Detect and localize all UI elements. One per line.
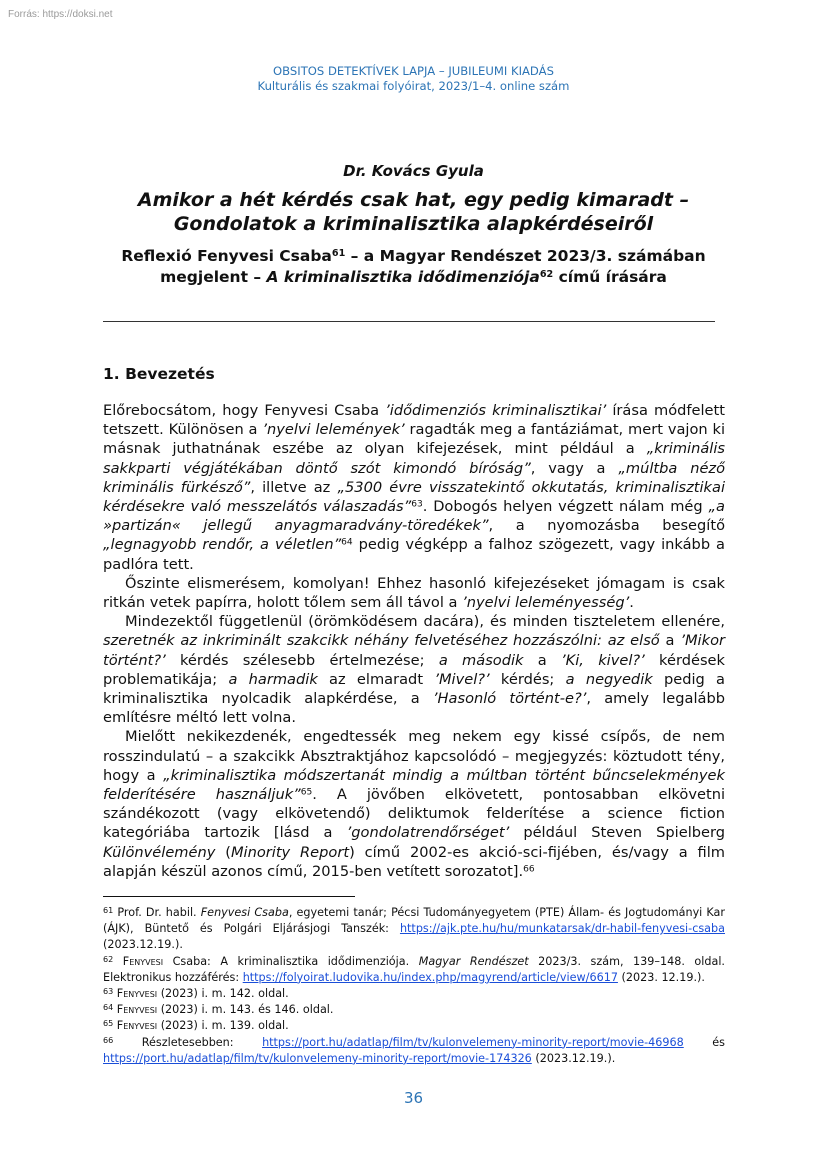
journal-subtitle: Kulturális és szakmai folyóirat, 2023/1–4. online szám (257, 79, 570, 93)
footnote-ref-62[interactable]: 62 (539, 269, 554, 281)
footnote-link[interactable]: https://port.hu/adatlap/film/tv/kulonvelemeny-minority-report/movie-46968 (262, 1035, 684, 1049)
article-subtitle (0, 246, 827, 288)
page-number: 36 (403, 1089, 424, 1107)
journal-title: OBSITOS DETEKTÍVEK LAPJA – JUBILEUMI KIADÁS (273, 64, 554, 78)
footnote-link[interactable]: https://port.hu/adatlap/film/tv/kulonvelemeny-minority-report/movie-174326 (103, 1051, 532, 1065)
author-name: Dr. Kovács Gyula (343, 162, 484, 180)
footnote-63: $^{63}$ Fenyvesi (2023) i. m. 142. oldal. (103, 986, 289, 1001)
subtitle-work-title: A kriminalisztika idődimenziója (266, 268, 540, 286)
subtitle-text: című írására (553, 268, 667, 286)
footnote-ref-64[interactable]: 64 (341, 537, 353, 548)
title-divider (103, 321, 715, 322)
footnote-ref-66[interactable]: 66 (523, 864, 535, 875)
footnote-61: $^{61}$ Prof. Dr. habil. Fenyvesi Csaba, egyetemi tanár; Pécsi Tudományegyetem (PTE) Állam- és Jogtudományi Kar (ÁJK), Büntető és Polgári Eljárásjogi Tanszék: https://ajk.pte.hu/hu/munkatarsak/dr-habil-fenyvesi-csaba (2023.12.19.). (103, 905, 726, 952)
footnote-64: $^{64}$ Fenyvesi (2023) i. m. 143. és 146. oldal. (103, 1003, 334, 1017)
article-title (0, 188, 827, 236)
footnote-link[interactable]: https://folyoirat.ludovika.hu/index.php/magyrend/article/view/6617 (242, 970, 618, 984)
body-text (103, 401, 725, 881)
footnote-divider (103, 896, 355, 897)
paragraph-3: Mindezektől függetlenül (örömködésem dacára), és minden tiszteletem ellenére, szeretnék az inkriminált szakcikk néhány felvetéséhez hozzászólni: az első a ’Mikor történt?’ kérdés szélesebb értelmezése; a második a ’Ki, kivel?’ kérdések problematikája; a harmadik az elmaradt ’Mivel?’ kérdés; a negyedik pedig a kriminalisztika nyolcadik alapkérdése, a ’Hasonló történt-e?’, amely legalább említésre méltó lett volna. (103, 613, 726, 727)
footnote-66: $^{66}$ Részletesebben: https://port.hu/adatlap/film/tv/kulonvelemeny-minority-report/movie-46968 és https://port.hu/adatlap/film/tv/kulonvelemeny-minority-report/movie-174326 (2023.12.19.). (103, 1035, 725, 1065)
footnote-ref-61[interactable]: 61 (331, 248, 346, 260)
subtitle-text: megjelent – (160, 268, 267, 286)
paragraph-4: Mielőtt nekikezdenék, engedtessék meg nekem egy kissé csípős, de nem rosszindulatú – a szakcikk Absztraktjához kapcsolódó – megjegyzés: köztudott tény, hogy a „kriminalisztika módszertanát mindig a múltban történt bűncselekmények felderítésére használjuk”$^{65}$. A jövőben elkövetett, pontosabban elkövetni szándékozott (vagy elkövetendő) deliktumok felderítése a science fiction kategóriába tartozik [lásd a ’gondolatrendőrséget’ például Steven Spielberg Különvélemény (Minority Report) című 2002-es akció-sci-fijében, és/vagy a film alapján készül azonos című, 2015-ben vetített sorozatot].$^{66}$ (103, 728, 726, 880)
subtitle-text: Reflexió Fenyvesi Csaba (121, 247, 332, 265)
footnote-ref-65[interactable]: 65 (300, 787, 313, 798)
paragraph-1: Előrebocsátom, hogy Fenyvesi Csaba ’idődimenziós kriminalisztikai’ írása módfelett tetszett. Különösen a ’nyelvi lelemények’ ragadták meg a fantáziámat, mert vajon ki másnak juthatnának eszébe az olyan kifejezések, mint például a „kriminális sakkparti végjátékában döntő szót kimondó bíróság”, vagy a „múltba néző kriminális fürkésző”, illetve az „5300 évre visszatekintő okkutatás, kriminalisztikai kérdésekre való messzelátós válaszadás”$^{63}$. Dobogós helyen végzett nálam még „a »partizán« jellegű anyagmaradvány-töredékek”, a nyomozásba besegítő „legnagyobb rendőr, a véletlen”$^{64}$ pedig végképp a falhoz szögezett, vagy inkább a padlóra tett. (103, 402, 726, 573)
footnote-ref-63[interactable]: 63 (411, 499, 423, 510)
footnotes (103, 905, 725, 1067)
source-note: Forrás: https://doksi.net (8, 9, 113, 20)
journal-header (0, 64, 827, 94)
footnote-62: $^{62}$ Fenyvesi Csaba: A kriminalisztika idődimenziója. Magyar Rendészet 2023/3. szám, 139–148. oldal. Elektronikus hozzáférés: https://folyoirat.ludovika.hu/index.php/magyrend/article/view/6617 (2023. 12.19.). (103, 954, 725, 984)
article-title-line-2: Gondolatok a kriminalisztika alapkérdéseiről (173, 213, 654, 235)
article-title-line-1: Amikor a hét kérdés csak hat, egy pedig kimaradt – (137, 189, 690, 211)
footnote-link[interactable]: https://ajk.pte.hu/hu/munkatarsak/dr-habil-fenyvesi-csaba (399, 922, 725, 936)
footnote-65: $^{65}$ Fenyvesi (2023) i. m. 139. oldal. (103, 1019, 289, 1033)
section-heading: 1. Bevezetés (103, 365, 215, 383)
subtitle-text: – a Magyar Rendészet 2023/3. számában (345, 247, 706, 265)
paragraph-2: Őszinte elismerésem, komolyan! Ehhez hasonló kifejezéseket jómagam is csak ritkán vetek papírra, holott tőlem sem áll távol a ’nyelvi leleményesség’. (103, 574, 725, 612)
